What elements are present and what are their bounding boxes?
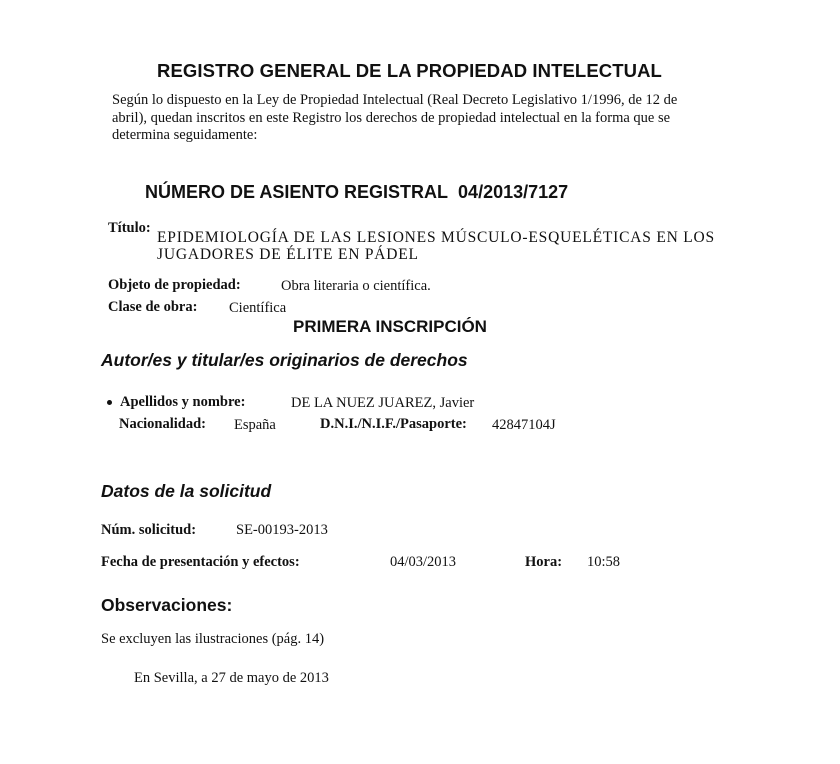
autor-nacionalidad-value: España (234, 417, 276, 433)
document-title: REGISTRO GENERAL DE LA PROPIEDAD INTELECTUAL (157, 60, 662, 81)
fecha-label: Fecha de presentación y efectos: (101, 554, 300, 570)
observaciones-heading: Observaciones: (101, 595, 233, 615)
clase-label: Clase de obra: (108, 299, 198, 315)
autor-nombre-value: DE LA NUEZ JUAREZ, Javier (291, 395, 475, 411)
autor-dni-value: 42847104J (492, 417, 556, 433)
titulo-line-2: JUGADORES DE ÉLITE EN PÁDEL (157, 246, 419, 263)
autor-dni-label: D.N.I./N.I.F./Pasaporte: (320, 416, 467, 432)
asiento-registral (145, 182, 568, 203)
clase-value: Científica (229, 300, 287, 316)
lugar-fecha: En Sevilla, a 27 de mayo de 2013 (134, 670, 329, 686)
inscripcion-heading: PRIMERA INSCRIPCIÓN (293, 317, 487, 336)
autor-nombre-label: Apellidos y nombre: (107, 394, 245, 411)
objeto-label: Objeto de propiedad: (108, 277, 241, 293)
asiento-number: 04/2013/7127 (458, 182, 569, 202)
bullet-icon (107, 400, 112, 405)
asiento-label: NÚMERO DE ASIENTO REGISTRAL (145, 182, 449, 202)
intro-paragraph: Según lo dispuesto en la Ley de Propiedad Intelectual (Real Decreto Legislativo 1/1996, de 12 de abril), quedan inscritos en este Registro los derechos de propiedad intelectual en la forma que se determina seguidamente: (112, 92, 678, 143)
autor-nacionalidad-label: Nacionalidad: (119, 416, 207, 432)
objeto-value: Obra literaria o científica. (281, 278, 431, 294)
autores-heading: Autor/es y titular/es originarios de derechos (101, 350, 468, 370)
titulo-value (157, 229, 717, 263)
observaciones-text: Se excluyen las ilustraciones (pág. 14) (101, 631, 325, 647)
solicitud-num-value: SE-00193-2013 (236, 522, 328, 538)
hora-label: Hora: (525, 554, 563, 570)
titulo-label: Título: (108, 220, 151, 236)
titulo-line-1: EPIDEMIOLOGÍA DE LAS LESIONES MÚSCULO-ESQUELÉTICAS EN LOS (157, 229, 715, 246)
hora-value: 10:58 (587, 554, 621, 570)
solicitud-num-label: Núm. solicitud: (101, 522, 197, 538)
solicitud-heading: Datos de la solicitud (101, 481, 272, 501)
fecha-value: 04/03/2013 (390, 554, 457, 570)
